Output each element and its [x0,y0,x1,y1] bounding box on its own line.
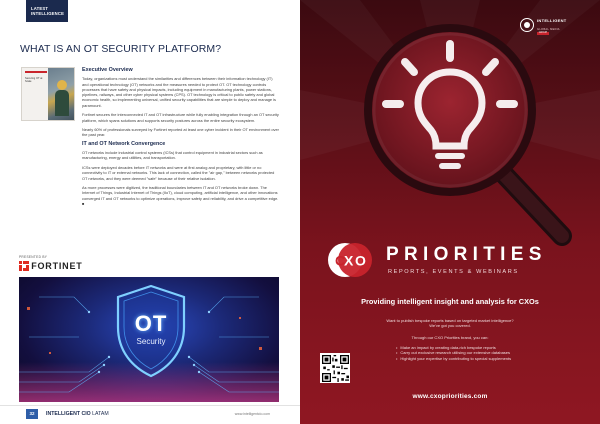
publication-name-bold: INTELLIGENT CIO [46,411,91,417]
section-tag-line-2: INTELLIGENCE [31,11,65,16]
benefit-list [396,345,511,361]
right-page-advert [300,0,600,424]
qr-code-icon[interactable] [320,353,350,383]
hero-security-text: Security [136,337,166,346]
qr-code-pattern [322,355,349,382]
article-paragraph: Today, organizations must understand the similarities and differences between their information technology (IT) and operational technology (OT) networks and the measures needed to protect OT. OT technology controls processes that have safety and physical impacts, including equipment in manufacturing plants, power stations, pipelines, railways, and other cyber physical systems (CPS). OT technology is critical to public safety and global economic health, so implementing universal, unified security capabilities that are simple to deploy and manage is paramount. [82,76,276,108]
logo-badge: GROUP [538,31,548,34]
article-heading-2: IT and OT Network Convergence [82,140,166,147]
sponsor-name: FORTINET [31,261,83,272]
fortinet-logo[interactable] [19,261,83,271]
article-paragraph: OT networks include industrial control systems (ICSs) that control equipment in industrial sectors such as manufacturing, energy and utilities, and transportation. [82,150,263,161]
sponsor-block [19,255,115,277]
report-cover-thumbnail[interactable] [21,67,75,121]
brand-name: PRIORITIES [386,244,547,265]
publication-edition: LATAM [90,411,109,417]
list-item: • Make an impact by creating data-rich bespoke reports [396,345,511,350]
svg-text:X: X [344,252,354,269]
footer-url[interactable]: www.intelligentcio.com [234,412,270,416]
article-heading-1: Executive Overview [82,67,133,73]
hard-hat-icon [57,80,67,90]
page-footer [0,405,300,424]
section-tag [26,0,68,22]
logo-line-1: INTELLIGENT [537,18,567,23]
advert-intro: Want to publish bespoke reports based on targeted market intelligence? We've got you covered. [386,318,514,329]
report-brand-bar [25,71,47,73]
svg-text:C: C [335,252,346,269]
hero-ot-text: OT [134,311,168,336]
brand-tagline: REPORTS, EVENTS & WEBINARS [388,269,519,275]
section-tag-line-1: LATEST [31,6,49,11]
cxo-priorities-brand[interactable] [326,241,580,281]
presented-by-label: PRESENTED BY [19,255,48,259]
article-body [82,68,280,210]
worker-figure [55,90,69,116]
fortinet-mark-icon [19,261,29,271]
page-number: 32 [26,409,38,419]
advert-subintro: Through our CXO Priorities brand, you can: [411,335,489,340]
logo-line-2: GLOBAL MEDIA [537,28,560,31]
svg-text:O: O [355,252,366,269]
advert-headline: Providing intelligent insight and analysis for CXOs [361,297,539,306]
article-paragraph: As more processes were digitized, the traditional boundaries between IT and OT networks broke down. The Internet of Things, Industrial Internet of Things (IIoT), cloud computing, artificial intelligence, and other innovations converged IT and OT networks to optimize operations, improve safety and reliability, and drive a competitive edge. ■ [82,184,279,206]
ot-security-hero-image [19,277,279,402]
advert-url[interactable]: www.cxopriorities.com [412,393,488,400]
report-cover-text: Securing OT at Scale [25,77,43,84]
publication-name [46,411,109,417]
article-paragraph: Fortinet secures the interconnected IT and OT infrastructure while fully enabling integration through an OT security platform, which spans solutions and supports security postures across the entire security ecosystem. [82,112,279,123]
list-item: • Highlight your expertise by contributing to special supplements [396,356,511,361]
list-item: • Carry out exclusive research utilising our extensive databases [396,350,511,355]
article-paragraph: Nearly 60% of professionals surveyed by Fortinet reported at least one cyber incident in their OT environment over the past year. [82,127,279,138]
article-paragraph: ICSs were deployed decades before IT networks and were at first analog and proprietary, with little or no connectivity to IT or external networks. This lack of connection, called the "air gap," between networks protected OT networks, and they were deemed "safe" because of their relative isolation. [82,164,275,181]
magnifying-glass-lightbulb-icon [300,0,600,250]
page-title: WHAT IS AN OT SECURITY PLATFORM? [20,43,222,55]
cxo-logo-icon [326,241,374,279]
